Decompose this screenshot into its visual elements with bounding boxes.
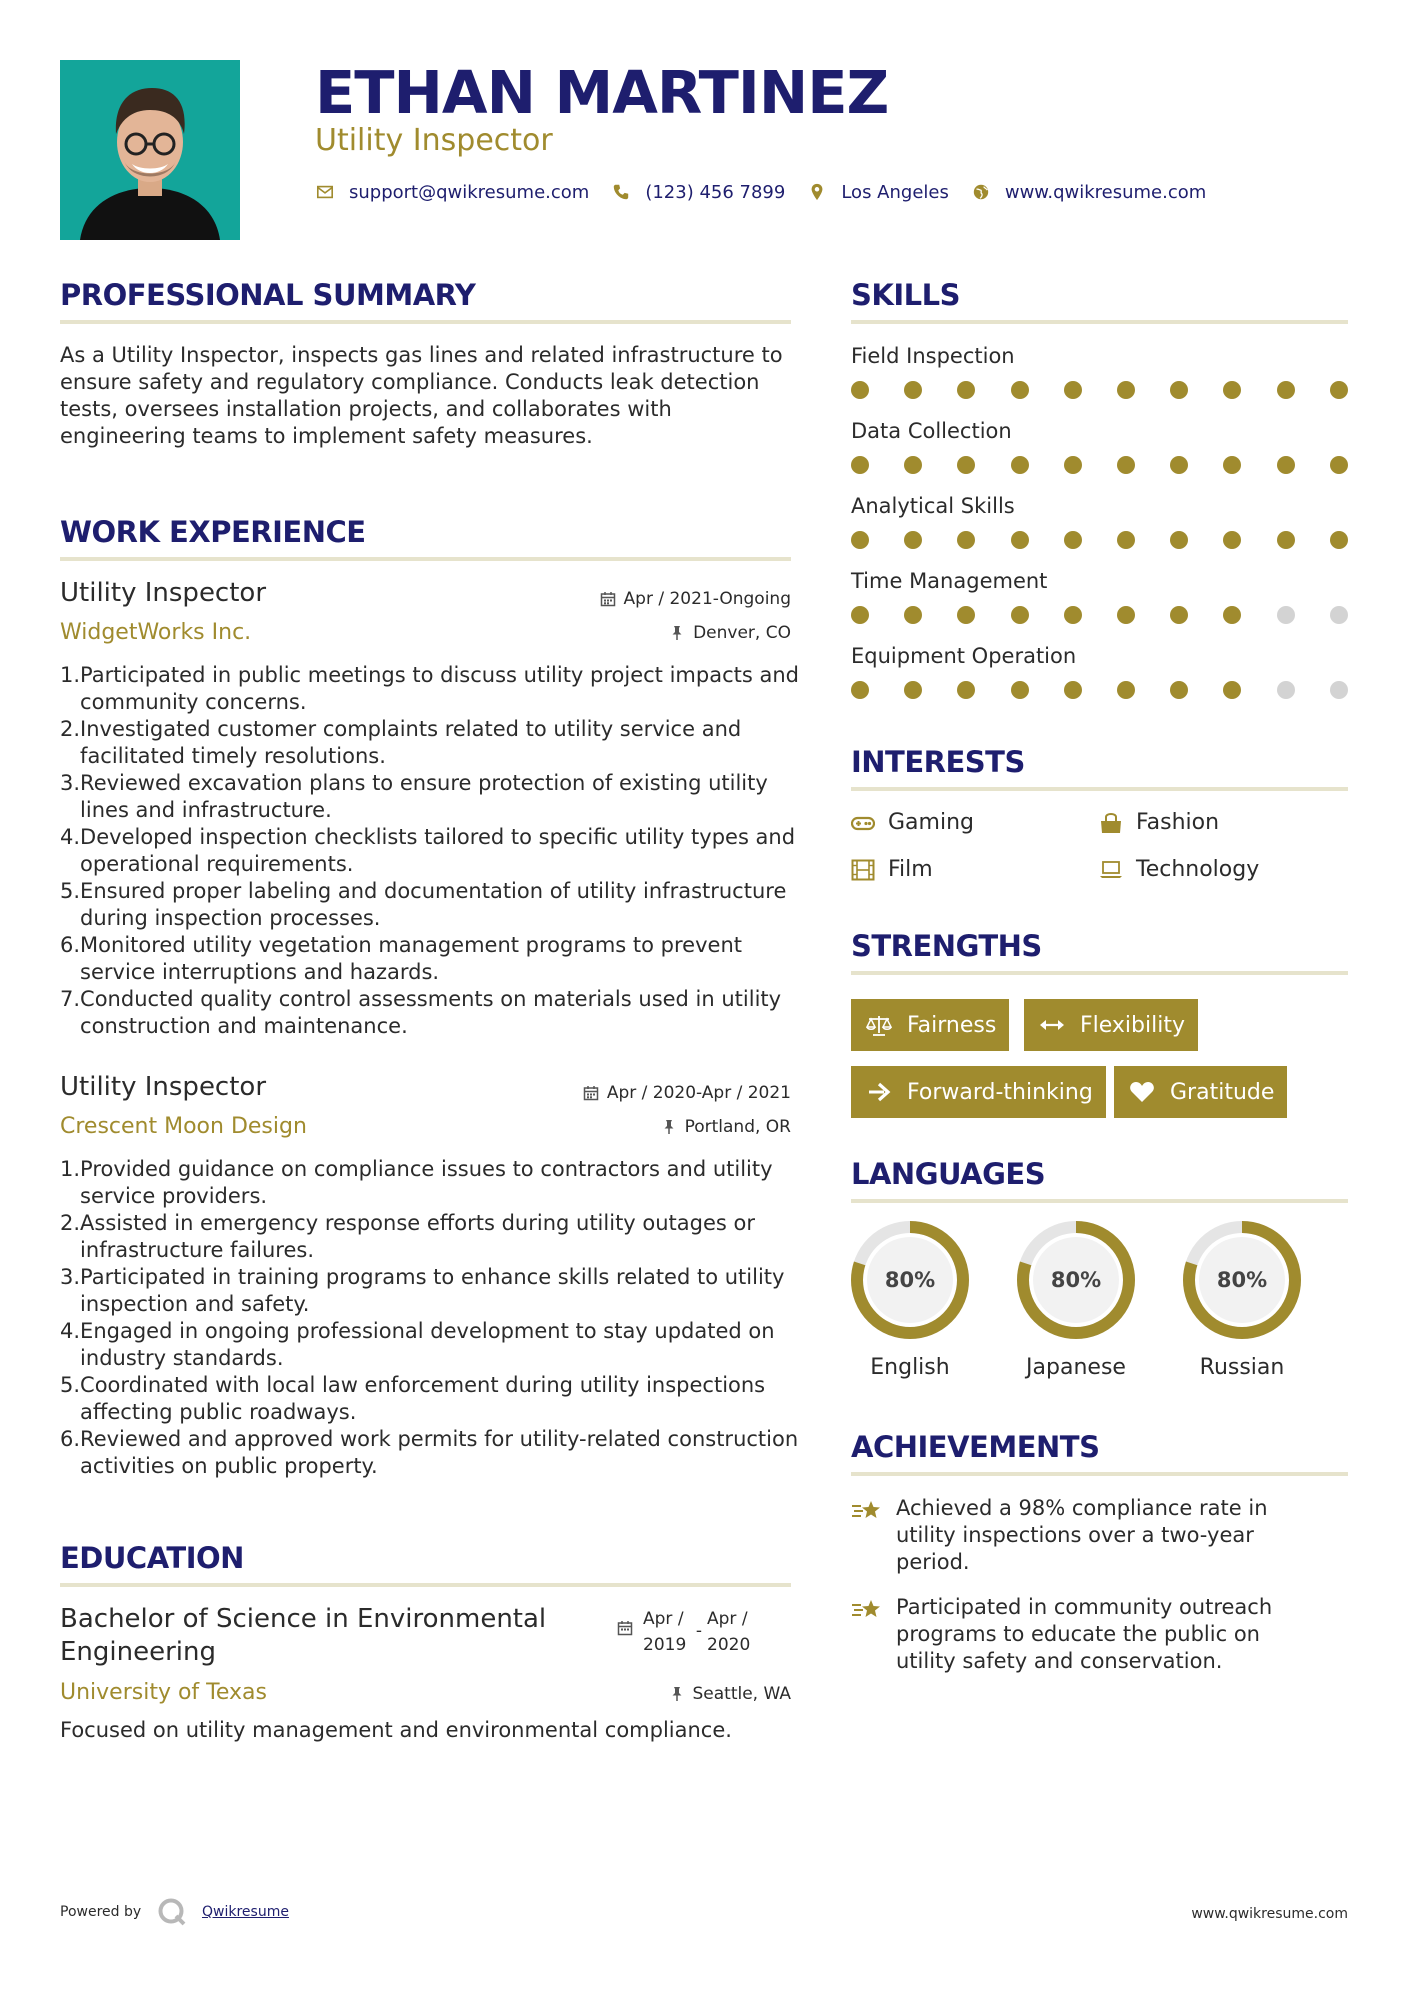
language-percent: 80% (1216, 1268, 1268, 1292)
skill-dot-empty (1277, 606, 1295, 624)
skill-dot-filled (851, 456, 869, 474)
envelope-icon (315, 182, 335, 202)
list-item: 1. Participated in public meetings to discuss utility project impacts and community concerns. (60, 663, 799, 714)
skill-name: Analytical Skills (851, 494, 1015, 518)
education-location (669, 1684, 792, 1704)
heart-icon (1127, 1080, 1157, 1104)
skill-dot-filled (1011, 456, 1029, 474)
skill-dot-filled (904, 681, 922, 699)
job-dates (583, 1083, 791, 1103)
contact-email-text: support@qwikresume.com (349, 181, 590, 203)
contact-email[interactable] (315, 182, 589, 203)
list-item: 2. Investigated customer complaints related to utility service and facilitated timely resolutions. (60, 717, 742, 768)
interests-divider (851, 787, 1348, 791)
laptop-icon (1099, 858, 1123, 882)
experience-heading: WORK EXPERIENCE (60, 515, 366, 549)
job-location-text: Denver, CO (693, 623, 791, 643)
shopping-bag-icon (1099, 811, 1123, 835)
phone-icon (611, 182, 631, 202)
language-percent: 80% (884, 1268, 936, 1292)
education-heading: EDUCATION (60, 1541, 244, 1575)
skill-rating (851, 381, 1351, 399)
job-location (661, 1117, 791, 1137)
achievements-divider (851, 1472, 1348, 1476)
contact-location (807, 182, 949, 203)
job-title: Utility Inspector (60, 578, 267, 608)
skill-dot-filled (1117, 531, 1135, 549)
list-item: 6. Monitored utility vegetation management programs to prevent service interruptions and hazards. (60, 933, 742, 984)
map-pin-icon (807, 182, 827, 202)
job-company: WidgetWorks Inc. (60, 620, 252, 645)
skill-dot-filled (1064, 531, 1082, 549)
pushpin-icon (661, 1119, 677, 1135)
arrows-horizontal-icon (1037, 1013, 1067, 1037)
skill-dot-filled (1330, 456, 1348, 474)
job-dates (600, 589, 791, 609)
skill-dot-filled (1064, 381, 1082, 399)
calendar-icon (583, 1085, 599, 1101)
skill-name: Field Inspection (851, 344, 1015, 368)
language-ring (1015, 1219, 1137, 1341)
summary-text: As a Utility Inspector, inspects gas lines and related infrastructure to ensure safety and regulatory compliance. Conducts leak detection tests, oversees installation projects, and collaborates with engineering teams to implement safety measures. (60, 343, 783, 448)
job-location (669, 623, 791, 643)
strength-chip: Gratitude (1114, 1066, 1287, 1118)
skill-dot-filled (1117, 456, 1135, 474)
film-icon (851, 858, 875, 882)
list-item: 3. Participated in training programs to enhance skills related to utility inspection and safety. (60, 1265, 785, 1316)
shooting-star-icon (851, 1495, 896, 1576)
candidate-role: Utility Inspector (315, 123, 553, 158)
qwikresume-logo-icon (157, 1897, 187, 1927)
language-name: English (870, 1355, 950, 1380)
languages-divider (851, 1199, 1348, 1203)
skill-dot-filled (904, 381, 922, 399)
experience-divider (60, 557, 791, 561)
language-percent: 80% (1050, 1268, 1102, 1292)
achievement-item: Achieved a 98% compliance rate in utility inspections over a two-year period. (851, 1495, 1321, 1576)
languages-heading: LANGUAGES (851, 1157, 1046, 1191)
contact-bar (315, 180, 1228, 204)
skill-dot-filled (1064, 681, 1082, 699)
strength-chip: Forward-thinking (851, 1066, 1106, 1118)
list-item: 3. Reviewed excavation plans to ensure protection of existing utility lines and infrastructure. (60, 771, 768, 822)
interest-item: Film (851, 857, 933, 882)
skill-dot-filled (1170, 456, 1188, 474)
shooting-star-icon (851, 1594, 896, 1675)
list-item: 5. Ensured proper labeling and documentation of utility infrastructure during inspection processes. (60, 879, 787, 930)
skill-dot-filled (1117, 606, 1135, 624)
skill-dot-filled (1277, 531, 1295, 549)
job-dates-text: Apr / 2021-Ongoing (623, 589, 791, 609)
skill-dot-filled (1223, 606, 1241, 624)
profile-photo (60, 60, 240, 240)
skill-rating (851, 606, 1351, 624)
interest-item: Technology (1099, 857, 1259, 882)
candidate-name: ETHAN MARTINEZ (315, 58, 889, 127)
strengths-divider (851, 971, 1348, 975)
list-item: 5. Coordinated with local law enforcement during utility inspections affecting public roadways. (60, 1373, 766, 1424)
education-location-text: Seattle, WA (692, 1684, 791, 1704)
education-dates: Apr / 2019 - Apr / 2020 (617, 1606, 755, 1658)
skill-dot-filled (1011, 531, 1029, 549)
skill-dot-filled (1223, 681, 1241, 699)
person-avatar-icon (60, 60, 240, 240)
summary-divider (60, 320, 791, 324)
skill-rating (851, 456, 1351, 474)
job-company: Crescent Moon Design (60, 1114, 307, 1139)
skill-dot-filled (1117, 681, 1135, 699)
skills-divider (851, 320, 1348, 324)
balance-scale-icon (864, 1013, 894, 1037)
skill-dot-filled (851, 681, 869, 699)
language-ring (849, 1219, 971, 1341)
arrow-right-icon (864, 1080, 894, 1104)
list-item: 6. Reviewed and approved work permits for utility-related construction activities on public property. (60, 1427, 799, 1478)
job-title: Utility Inspector (60, 1072, 267, 1102)
skill-name: Data Collection (851, 419, 1012, 443)
footer-brand-link[interactable]: Qwikresume (202, 1904, 289, 1920)
skill-dot-filled (957, 681, 975, 699)
skill-dot-filled (904, 606, 922, 624)
achievement-item: Participated in community outreach programs to educate the public on utility safety and conservation. (851, 1594, 1321, 1675)
job-location-text: Portland, OR (684, 1117, 791, 1137)
job-responsibilities (60, 662, 800, 1040)
interest-item: Fashion (1099, 810, 1219, 835)
interest-item: Gaming (851, 810, 974, 835)
gamepad-icon (851, 811, 875, 835)
skill-dot-filled (1170, 531, 1188, 549)
contact-website[interactable] (971, 182, 1206, 203)
strengths-heading: STRENGTHS (851, 929, 1042, 963)
pushpin-icon (669, 625, 685, 641)
skill-dot-filled (1330, 531, 1348, 549)
list-item: 7. Conducted quality control assessments on materials used in utility construction and maintenance. (60, 987, 782, 1038)
skill-dot-filled (957, 456, 975, 474)
skill-dot-filled (957, 531, 975, 549)
pushpin-icon (669, 1686, 685, 1702)
skills-heading: SKILLS (851, 278, 960, 312)
skill-name: Equipment Operation (851, 644, 1077, 668)
skill-dot-filled (904, 531, 922, 549)
language-name: Japanese (1026, 1355, 1126, 1380)
skill-dot-filled (851, 531, 869, 549)
contact-website-text: www.qwikresume.com (1004, 181, 1207, 203)
achievements-heading: ACHIEVEMENTS (851, 1430, 1100, 1464)
skill-dot-filled (1170, 381, 1188, 399)
list-item: 1. Provided guidance on compliance issues to contractors and utility service providers. (60, 1157, 773, 1208)
job-dates-text: Apr / 2020-Apr / 2021 (606, 1083, 791, 1103)
interests-heading: INTERESTS (851, 745, 1025, 779)
list-item: 4. Engaged in ongoing professional development to stay updated on industry standards. (60, 1319, 775, 1370)
strength-chip: Flexibility (1024, 999, 1198, 1051)
skill-dot-empty (1330, 681, 1348, 699)
education-end: Apr / 2020 (707, 1609, 751, 1655)
skill-dot-filled (851, 381, 869, 399)
education-degree: Bachelor of Science in Environmental Engineering (60, 1604, 547, 1667)
strength-chip: Fairness (851, 999, 1009, 1051)
skill-dot-filled (1064, 606, 1082, 624)
skill-dot-filled (1223, 531, 1241, 549)
footer-url[interactable]: www.qwikresume.com (1191, 1906, 1348, 1922)
skill-dot-empty (1277, 681, 1295, 699)
skill-dot-filled (1117, 381, 1135, 399)
skill-dot-filled (1223, 456, 1241, 474)
education-start: Apr / 2019 (643, 1609, 687, 1655)
language-name: Russian (1199, 1355, 1285, 1380)
calendar-icon (600, 591, 616, 607)
contact-phone-text: (123) 456 7899 (645, 181, 786, 203)
education-school: University of Texas (60, 1680, 267, 1705)
skill-dot-filled (957, 381, 975, 399)
language-ring (1181, 1219, 1303, 1341)
job-responsibilities (60, 1156, 800, 1480)
skill-dot-filled (1277, 381, 1295, 399)
education-divider (60, 1583, 791, 1587)
list-item: 4. Developed inspection checklists tailored to specific utility types and operational requirements. (60, 825, 796, 876)
summary-heading: PROFESSIONAL SUMMARY (60, 278, 476, 312)
skill-dot-filled (1170, 681, 1188, 699)
skill-dot-filled (1011, 381, 1029, 399)
skill-dot-filled (1011, 681, 1029, 699)
calendar-icon (617, 1606, 643, 1658)
contact-phone[interactable] (611, 182, 785, 203)
skill-dot-filled (1277, 456, 1295, 474)
list-item: 2. Assisted in emergency response efforts during utility outages or infrastructure failures. (60, 1211, 756, 1262)
education-description: Focused on utility management and environmental compliance. (60, 1718, 732, 1742)
skill-dot-filled (1011, 606, 1029, 624)
footer-powered-by: Powered by (60, 1904, 142, 1920)
skill-dot-filled (904, 456, 922, 474)
skill-dot-filled (1330, 381, 1348, 399)
skill-dot-filled (1170, 606, 1188, 624)
skill-dot-filled (1223, 381, 1241, 399)
skill-name: Time Management (851, 569, 1048, 593)
skill-dot-filled (851, 606, 869, 624)
globe-icon (971, 182, 991, 202)
skill-rating (851, 681, 1351, 699)
contact-location-text: Los Angeles (841, 181, 949, 203)
skill-dot-empty (1330, 606, 1348, 624)
skill-dot-filled (957, 606, 975, 624)
skill-rating (851, 531, 1351, 549)
skill-dot-filled (1064, 456, 1082, 474)
